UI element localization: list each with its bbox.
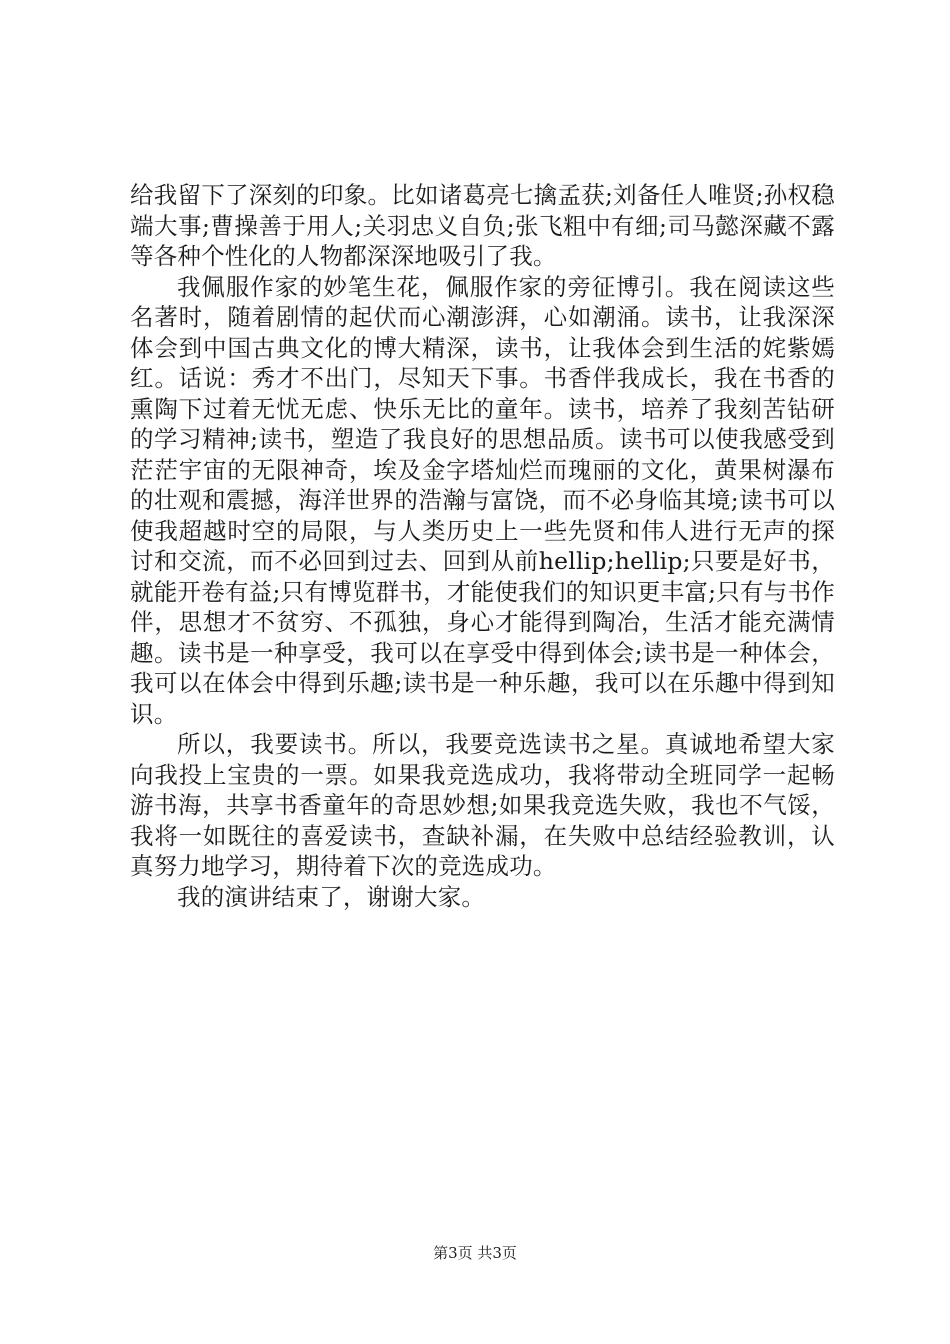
body-text [130, 180, 835, 912]
page-number-footer: 第3页 共3页 [433, 1244, 517, 1262]
paragraph-campaign: 所以，我要读书。所以，我要竞选读书之星。真诚地希望大家向我投上宝贵的一票。如果我竞选成功，我将带动全班同学一起畅游书海，共享书香童年的奇思妙想;如果我竞选失败，我也不气馁，我将一如既往的喜爱读书，查缺补漏，在失败中总结经验教训，认真努力地学习，期待着下次的竞选成功。 [130, 730, 835, 880]
paragraph-closing: 我的演讲结束了，谢谢大家。 [177, 882, 486, 911]
paragraph-reading-benefits: 我佩服作家的妙笔生花，佩服作家的旁征博引。我在阅读这些名著时，随着剧情的起伏而心潮澎湃，心如潮涌。读书，让我深深体会到中国古典文化的博大精深，读书，让我体会到生活的姹紫嫣红。话说：秀才不出门，尽知天下事。书香伴我成长，我在书香的熏陶下过着无忧无虑、快乐无比的童年。读书，培养了我刻苦钻研的学习精神;读书，塑造了我良好的思想品质。读书可以使我感受到茫茫宇宙的无限神奇，埃及金字塔灿烂而瑰丽的文化，黄果树瀑布的壮观和震撼，海洋世界的浩瀚与富饶，而不必身临其境;读书可以使我超越时空的局限，与人类历史上一些先贤和伟人进行无声的探讨和交流，而不必回到过去、回到从前hellip;hellip;只要是好书，就能开卷有益;只有博览群书，才能使我们的知识更丰富;只有与书作伴，思想才不贫穷、不孤独，身心才能得到陶冶，生活才能充满情趣。读书是一种享受，我可以在享受中得到体会;读书是一种体会，我可以在体会中得到乐趣;读书是一种乐趣，我可以在乐趣中得到知识。 [130, 272, 835, 728]
paragraph-continuation: 给我留下了深刻的印象。比如诸葛亮七擒孟获;刘备任人唯贤;孙权稳端大事;曹操善于用人;关羽忠义自负;张飞粗中有细;司马懿深藏不露等各种个性化的人物都深深地吸引了我。 [130, 181, 835, 270]
